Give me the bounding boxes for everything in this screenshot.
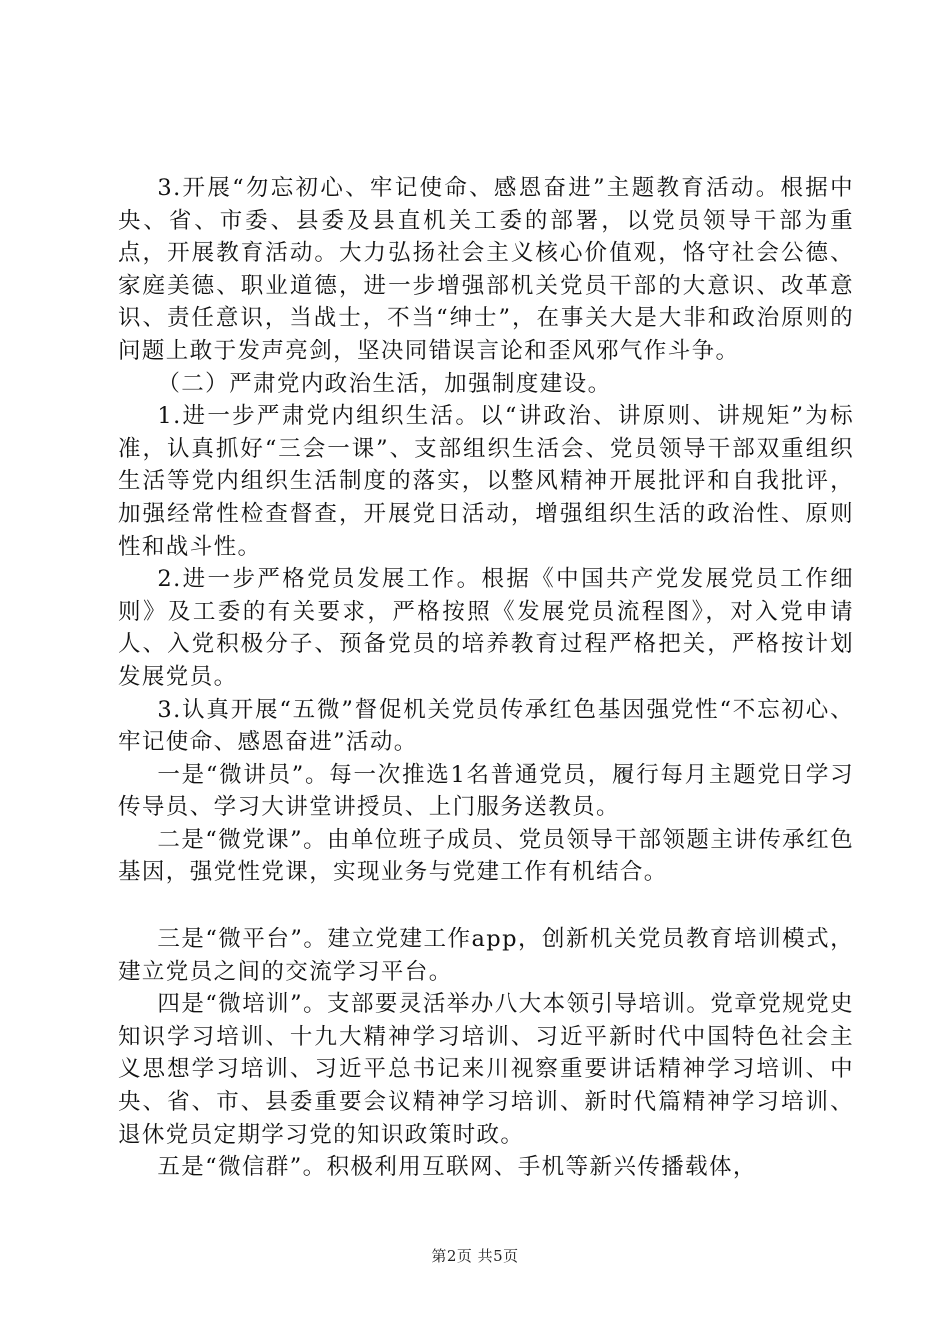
paragraph-micro-lecturer: 一是“微讲员”。每一次推选1名普通党员，履行每月主题党日学习传导员、学习大讲堂讲授员、上门服务送教员。 <box>118 761 854 821</box>
paragraph-micro-wechat-group: 五是“微信群”。积极利用互联网、手机等新兴传播载体， <box>157 1154 757 1181</box>
page-number-footer: 第2页 共5页 <box>431 1247 519 1265</box>
paragraph-five-micro: 3.认真开展“五微”督促机关党员传承红色基因强党性“不忘初心、牢记使命、感恩奋进”活动。 <box>118 696 854 756</box>
paragraph-micro-party-class: 二是“微党课”。由单位班子成员、党员领导干部领题主讲传承红色基因，强党性党课，实现业务与党建工作有机结合。 <box>118 826 854 886</box>
document-body <box>118 172 854 1184</box>
section-heading-political-life: （二）严肃党内政治生活，加强制度建设。 <box>157 370 612 397</box>
paragraph-member-development: 2.进一步严格党员发展工作。根据《中国共产党发展党员工作细则》及工委的有关要求，严格按照《发展党员流程图》，对入党申请人、入党积极分子、预备党员的培养教育过程严格把关，严格按计划发展党员。 <box>118 566 854 690</box>
paragraph-micro-platform: 三是“微平台”。建立党建工作app，创新机关党员教育培训模式，建立党员之间的交流学习平台。 <box>118 926 854 985</box>
paragraph-organization-life: 1.进一步严肃党内组织生活。以“讲政治、讲原则、讲规矩”为标准，认真抓好“三会一课”、支部组织生活会、党员领导干部双重组织生活等党内组织生活制度的落实，以整风精神开展批评和自我批评，加强经常性检查督查，开展党日活动，增强组织生活的政治性、原则性和战斗性。 <box>118 403 854 560</box>
paragraph-micro-training: 四是“微培训”。支部要灵活举办八大本领引导培训。党章党规党史知识学习培训、十九大精神学习培训、习近平新时代中国特色社会主义思想学习培训、习近平总书记来川视察重要讲话精神学习培训、中央、省、市、县委重要会议精神学习培训、新时代篇精神学习培训、退休党员定期学习党的知识政策时政。 <box>118 991 854 1148</box>
paragraph-theme-education: 3.开展“勿忘初心、牢记使命、感恩奋进”主题教育活动。根据中央、省、市委、县委及县直机关工委的部署，以党员领导干部为重点，开展教育活动。大力弘扬社会主义核心价值观，恪守社会公德、家庭美德、职业道德，进一步增强部机关党员干部的大意识、改革意识、责任意识，当战士，不当“绅士”，在事关大是大非和政治原则的问题上敢于发声亮剑，坚决同错误言论和歪风邪气作斗争。 <box>118 175 854 364</box>
